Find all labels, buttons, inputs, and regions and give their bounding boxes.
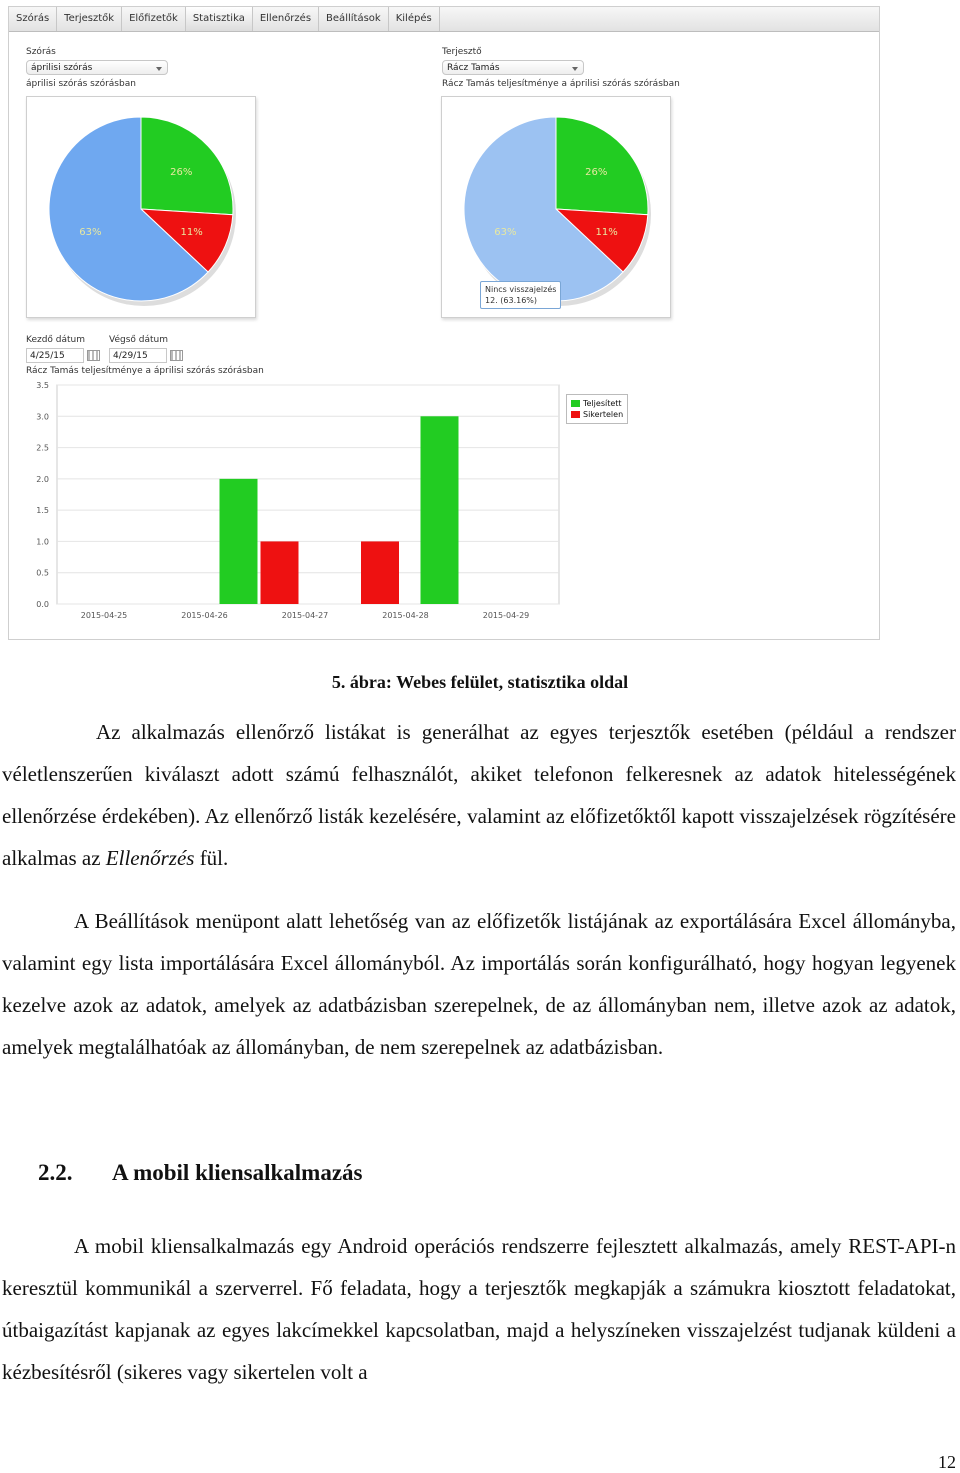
menu-item-terjesztok[interactable]: Terjesztők [57, 7, 122, 31]
paragraph-1 [2, 711, 956, 879]
x-tick-label: 2015-04-25 [80, 611, 128, 620]
bar-Sikertelen-2015-04-27[interactable] [361, 541, 399, 604]
section-title: A mobil kliensalkalmazás [112, 1160, 363, 1185]
szoras-select-value: áprilisi szórás [31, 63, 93, 73]
menu-item-kilepes[interactable]: Kilépés [389, 7, 440, 31]
calendar-icon[interactable] [170, 350, 183, 361]
section-number: 2.2. [38, 1160, 73, 1185]
terjeszto-select[interactable] [442, 60, 584, 75]
x-tick-label: 2015-04-27 [281, 611, 329, 620]
pie-label-1: 11% [595, 226, 618, 238]
left-pie-svg [27, 97, 255, 317]
paragraph-2-text: A Beállítások menüpont alatt lehetőség van az előfizetők listájának az exportálására Excel állományba, valamint egy lista importálására Excel állományból. Az importálás során konfigurálható, hogy hogyan legyenek kezelve azok az adatok, amelyek az adatbázisban szerepelnek, de az állományban nem, illetve azok az adatok, amelyek megtalálhatóak az állományban, de nem szerepelnek az adatbázisban. [2, 909, 956, 1059]
y-tick-label: 2.0 [36, 474, 49, 484]
figure-caption: 5. ábra: Webes felület, statisztika oldal [331, 672, 629, 692]
plot-area [57, 385, 559, 604]
pie-label-2: 63% [494, 226, 517, 238]
menu-item-elofizetok[interactable]: Előfizetők [122, 7, 186, 31]
paragraph-3 [2, 1225, 956, 1393]
legend-label: Sikertelen [583, 410, 624, 419]
menu-item-szoras[interactable]: Szórás [9, 7, 57, 31]
paragraph-1-text: Az alkalmazás ellenőrző listákat is generálhat az egyes terjesztők esetében (például a rendszer véletlenszerűen kiválaszt adott számú felhasználót, akiket telefonon felkeresnek az adatok hitelességének ellenőrzése érdekében). Az ellenőrző listák kezelésére, valamint az előfizetőktől kapott visszajelzések rögzítésére alkalmas az [2, 720, 956, 870]
paragraph-2 [2, 900, 956, 1068]
pie-slice-0[interactable] [141, 117, 233, 215]
menu-bar [9, 7, 879, 32]
pie-slice-0[interactable] [556, 117, 648, 215]
y-tick-label: 0.5 [36, 568, 49, 578]
paragraph-1-end: fül. [194, 846, 229, 870]
pie-label-2: 63% [79, 226, 102, 238]
x-tick-label: 2015-04-26 [181, 611, 228, 620]
start-date-label: Kezdő dátum [26, 335, 86, 345]
x-tick-label: 2015-04-28 [382, 611, 429, 620]
y-tick-label: 2.5 [36, 443, 49, 453]
pie-label-0: 26% [170, 167, 193, 179]
end-date-label: Végső dátum [109, 335, 168, 345]
y-tick-label: 3.0 [36, 412, 49, 422]
y-tick-label: 3.5 [36, 381, 49, 390]
page-number: 12 [938, 1452, 956, 1472]
y-tick-label: 1.0 [36, 537, 49, 547]
tooltip-value: 12. (63.16%) [485, 296, 538, 305]
szoras-label: Szórás [26, 47, 56, 57]
bar-Sikertelen-2015-04-26[interactable] [261, 541, 299, 604]
terjeszto-label: Terjesztő [442, 47, 482, 57]
left-pie-chart [26, 96, 256, 318]
section-heading [38, 1160, 362, 1186]
paragraph-1-italic: Ellenőrzés [105, 846, 195, 870]
menu-item-statisztika[interactable]: Statisztika [186, 7, 253, 31]
legend-swatch [571, 400, 580, 407]
chevron-down-icon [572, 67, 578, 71]
left-chart-subtitle: áprilisi szórás szórásban [26, 79, 136, 89]
pie-tooltip [480, 281, 561, 309]
end-date-input[interactable]: 4/29/15 [109, 348, 167, 363]
szoras-select[interactable] [26, 60, 168, 75]
tooltip-title: Nincs visszajelzés [485, 285, 557, 294]
legend-swatch [571, 411, 580, 418]
y-tick-label: 0.0 [36, 600, 49, 609]
start-date-input[interactable]: 4/25/15 [26, 348, 84, 363]
legend-item [571, 398, 623, 409]
chevron-down-icon [156, 67, 162, 71]
legend-label: Teljesített [583, 399, 622, 408]
y-tick-label: 1.5 [36, 506, 49, 516]
right-pie-chart [441, 96, 671, 318]
calendar-icon[interactable] [87, 350, 100, 361]
legend-item [571, 409, 623, 420]
menu-item-beallitasok[interactable]: Beállítások [319, 7, 389, 31]
x-tick-label: 2015-04-29 [482, 611, 530, 620]
statistics-screenshot [8, 6, 880, 640]
paragraph-3-text: A mobil kliensalkalmazás egy Android operációs rendszerre fejlesztett alkalmazás, amely REST-API-n keresztül kommunikál a szerverrel. Fő feladata, hogy a terjesztők megkapják a számukra kiosztott feladatokat, útbaigazítást kapjanak az egyes lakcímekkel kapcsolatban, majd a helyszíneken visszajelzést tudjanak küldeni a kézbesítésről (sikeres vagy sikertelen volt a [2, 1234, 956, 1384]
bar-Teljesített-2015-04-28[interactable] [421, 416, 459, 604]
pie-label-0: 26% [585, 167, 608, 179]
bar-chart-legend [566, 394, 628, 424]
menu-item-ellenorzes[interactable]: Ellenőrzés [253, 7, 319, 31]
terjeszto-select-value: Rácz Tamás [447, 63, 500, 73]
bar-Teljesített-2015-04-26[interactable] [220, 479, 258, 604]
bar-chart [17, 379, 577, 629]
pie-label-1: 11% [180, 226, 203, 238]
right-chart-subtitle: Rácz Tamás teljesítménye a áprilisi szórás szórásban [442, 79, 680, 89]
bar-chart-subtitle: Rácz Tamás teljesítménye a áprilisi szórás szórásban [26, 366, 264, 376]
